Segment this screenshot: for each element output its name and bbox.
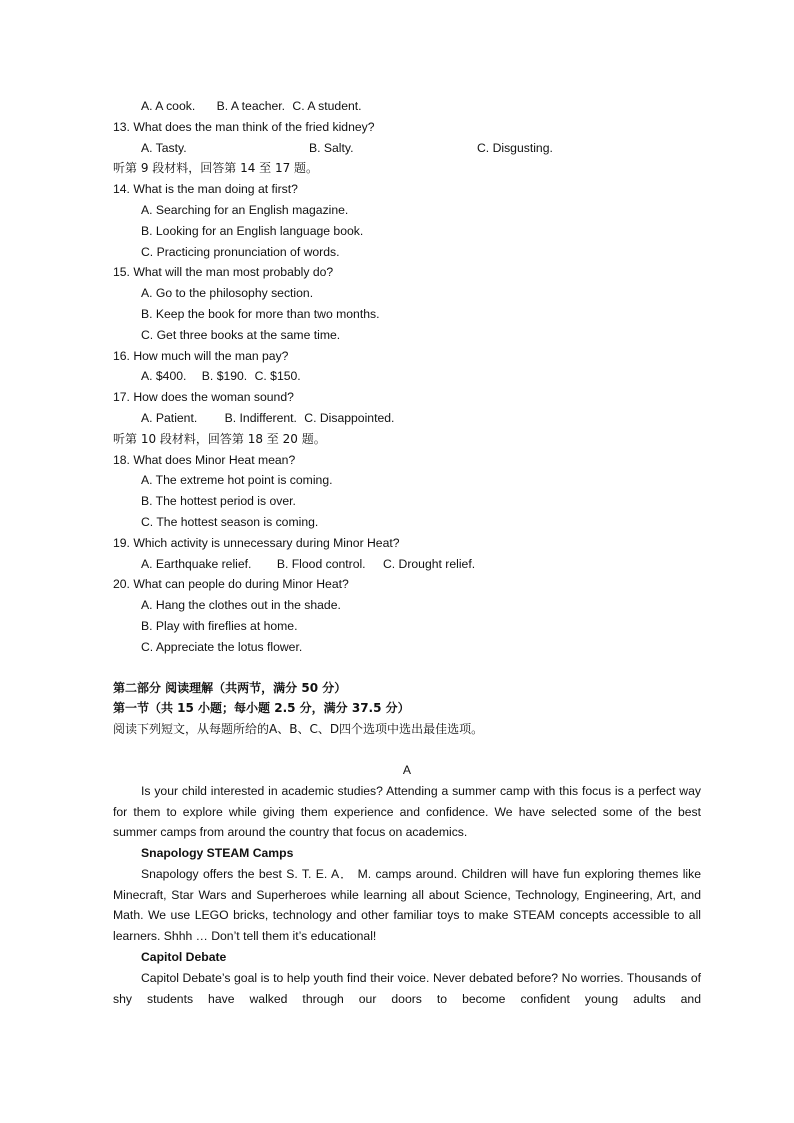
q15-option-c: C. Get three books at the same time. — [141, 327, 341, 342]
q18-option-b: B. The hottest period is over. — [141, 494, 296, 509]
q17-stem: 17. How does the woman sound? — [113, 390, 294, 405]
camp1-title: Snapology STEAM Camps — [141, 846, 294, 861]
camp2-text: Capitol Debate’s goal is to help youth find their voice. Never debated before? No worries. Thousands of shy students have walked through our doors to become confident young adults and — [113, 970, 701, 1006]
spacer — [113, 740, 701, 760]
q13-option-b: B. Salty. — [309, 140, 354, 155]
q14-option-b: B. Looking for an English language book. — [141, 223, 364, 238]
q18-option-c: C. The hottest season is coming. — [141, 514, 319, 529]
q12-option-a: A. A cook. — [141, 99, 196, 113]
q20-option-c: C. Appreciate the lotus flower. — [141, 639, 303, 654]
passage-intro: Is your child interested in academic studies? Attending a summer camp with this focus is a perfect way for them to explore while giving them experience and confidence. We have selected some of the best summer camps from around the country that focus on academics. — [113, 783, 701, 840]
camp2-title: Capitol Debate — [141, 950, 227, 965]
camp1-text: Snapology offers the best S. T. E. A． M. camps around. Children will have fun exploring themes like Minecraft, Star Wars and Superheroes while learning all about Science, Technology, Engineering, Art, and Math. We use LEGO bricks, technology and other familiar toys to make STEAM concepts accessible to all learners. Shhh … Don’t tell them it’s educational! — [113, 866, 701, 944]
q19-stem: 19. Which activity is unnecessary during Minor Heat? — [113, 535, 400, 550]
q18-stem: 18. What does Minor Heat mean? — [113, 452, 296, 467]
q19-options — [113, 554, 701, 575]
q16-option-a: A. $400. — [141, 369, 187, 384]
section1-instruction: 阅读下列短文，从每题所给的A、B、C、D四个选项中选出最佳选项。 — [113, 722, 484, 737]
q20-option-b: B. Play with fireflies at home. — [141, 618, 298, 633]
q12-options — [113, 96, 701, 117]
q14-option-c: C. Practicing pronunciation of words. — [141, 244, 340, 259]
q20-stem: 20. What can people do during Minor Heat? — [113, 577, 349, 592]
q20-option-a: A. Hang the clothes out in the shade. — [141, 598, 341, 613]
q18-option-a: A. The extreme hot point is coming. — [141, 473, 333, 488]
q16-option-b: B. $190. — [201, 369, 248, 384]
q15-option-b: B. Keep the book for more than two months. — [141, 306, 380, 321]
q13-stem: 13. What does the man think of the fried kidney? — [113, 119, 375, 134]
passage-label: A — [402, 762, 412, 777]
q19-option-b: B. Flood control. — [276, 556, 366, 571]
instruction-section-10: 听第 10 段材料，回答第 18 至 20 题。 — [113, 431, 326, 446]
q13-option-a: A. Tasty. — [141, 140, 187, 155]
q12-option-c: C. A student. — [292, 99, 362, 113]
q17-option-b: B. Indifferent. — [224, 410, 297, 425]
q17-option-c: C. Disappointed. — [304, 410, 395, 425]
q17-options — [113, 408, 701, 429]
q15-stem: 15. What will the man most probably do? — [113, 265, 334, 280]
q12-option-b: B. A teacher. — [216, 99, 286, 113]
part2-title: 第二部分 阅读理解（共两节，满分 50 分） — [113, 680, 347, 695]
q14-option-a: A. Searching for an English magazine. — [141, 202, 349, 217]
document-page — [113, 96, 701, 1009]
q14-stem: 14. What is the man doing at first? — [113, 182, 298, 197]
q13-option-c: C. Disgusting. — [477, 140, 553, 155]
q19-option-c: C. Drought relief. — [382, 556, 476, 571]
q16-options — [113, 366, 701, 387]
q13-options — [113, 138, 701, 159]
q19-option-a: A. Earthquake relief. — [141, 556, 252, 571]
q15-option-a: A. Go to the philosophy section. — [141, 286, 314, 301]
q16-option-c: C. $150. — [254, 369, 301, 384]
q17-option-a: A. Patient. — [141, 410, 198, 425]
q16-stem: 16. How much will the man pay? — [113, 348, 289, 363]
section1-title: 第一节（共 15 小题；每小题 2.5 分，满分 37.5 分） — [113, 701, 410, 716]
instruction-section-9: 听第 9 段材料，回答第 14 至 17 题。 — [113, 161, 319, 176]
spacer — [113, 658, 701, 678]
